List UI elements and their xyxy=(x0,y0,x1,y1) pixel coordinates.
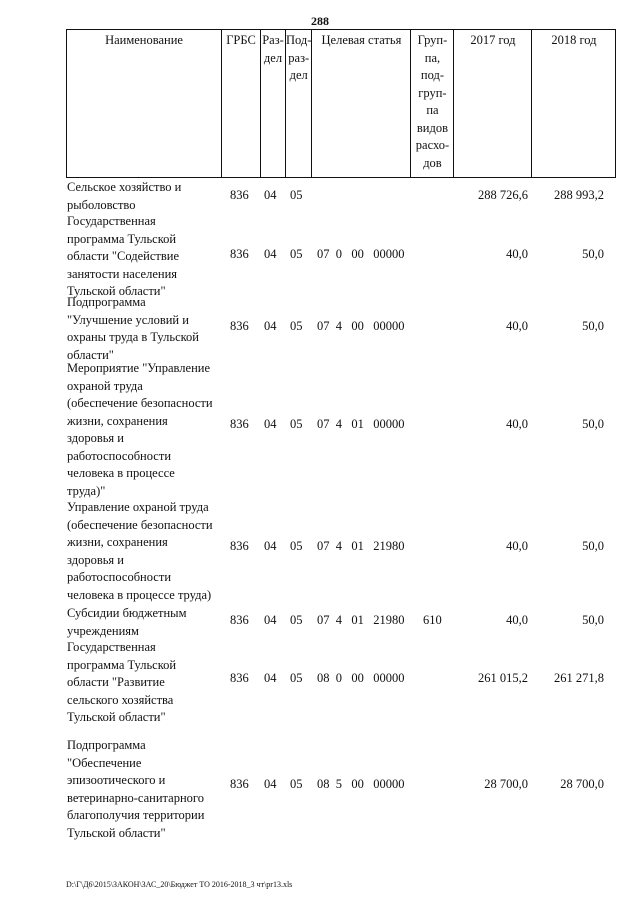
header-2017: 2017 год xyxy=(454,30,532,178)
header-celevaya: Целевая статья xyxy=(312,30,411,178)
row-podrazdel: 05 xyxy=(290,539,303,553)
page-number: 288 xyxy=(311,14,329,28)
row-celevaya: 08 0 00 00000 xyxy=(317,671,405,685)
header-gruppa: Груп- па, под- груп- па видов расхо- дов xyxy=(411,30,454,178)
row-2018: 28 700,0 xyxy=(560,777,604,791)
row-podrazdel: 05 xyxy=(290,613,303,627)
row-2017: 40,0 xyxy=(506,319,528,333)
row-2018: 288 993,2 xyxy=(554,188,604,202)
row-2018: 50,0 xyxy=(582,319,604,333)
row-grbs: 836 xyxy=(230,539,249,553)
row-podrazdel: 05 xyxy=(290,188,303,202)
row-grbs: 836 xyxy=(230,417,249,431)
row-razdel: 04 xyxy=(264,613,277,627)
row-name: Субсидии бюджетным учреждениям xyxy=(67,606,187,638)
row-2018: 50,0 xyxy=(582,417,604,431)
row-2017: 40,0 xyxy=(506,613,528,627)
row-razdel: 04 xyxy=(264,319,277,333)
row-grbs: 836 xyxy=(230,319,249,333)
row-name: Подпрограмма "Улучшение условий и охраны труда в Тульской области" xyxy=(67,295,200,362)
row-razdel: 04 xyxy=(264,777,277,791)
row-celevaya: 07 4 01 00000 xyxy=(317,417,405,431)
row-name: Сельское хозяйство и рыболовство xyxy=(67,180,182,212)
row-grbs: 836 xyxy=(230,188,249,202)
footer-file-path: D:\Г\Д6\2015\ЗАКОН\ЗАС_20\Бюджет ТО 2016-2018_3 чт\pr13.xls xyxy=(66,880,293,889)
row-name: Государственная программа Тульской области "Содействие занятости населения Тульской области" xyxy=(67,214,179,298)
row-celevaya: 08 5 00 00000 xyxy=(317,777,405,791)
row-celevaya: 07 4 01 21980 xyxy=(317,613,405,627)
budget-table-header xyxy=(66,29,616,178)
row-2017: 261 015,2 xyxy=(478,671,528,685)
row-2018: 50,0 xyxy=(582,539,604,553)
row-razdel: 04 xyxy=(264,671,277,685)
row-celevaya: 07 4 01 21980 xyxy=(317,539,405,553)
row-name: Подпрограмма "Обеспечение эпизоотического и ветеринарно-санитарного благополучия территории Тульской области" xyxy=(67,738,205,840)
row-celevaya: 07 0 00 00000 xyxy=(317,247,405,261)
row-name: Управление охраной труда (обеспечение безопасности жизни, сохранения здоровья и работоспособности человека в процессе труда) xyxy=(67,500,213,602)
row-2017: 40,0 xyxy=(506,247,528,261)
row-razdel: 04 xyxy=(264,539,277,553)
row-grbs: 836 xyxy=(230,247,249,261)
row-name: Государственная программа Тульской области "Развитие сельского хозяйства Тульской области" xyxy=(67,640,177,724)
row-2017: 40,0 xyxy=(506,417,528,431)
row-2017: 40,0 xyxy=(506,539,528,553)
row-podrazdel: 05 xyxy=(290,319,303,333)
header-podrazdel: Под- раз- дел xyxy=(286,30,312,178)
row-2017: 28 700,0 xyxy=(484,777,528,791)
row-grbs: 836 xyxy=(230,777,249,791)
row-2018: 50,0 xyxy=(582,247,604,261)
row-razdel: 04 xyxy=(264,417,277,431)
row-2018: 50,0 xyxy=(582,613,604,627)
row-celevaya: 07 4 00 00000 xyxy=(317,319,405,333)
row-grbs: 836 xyxy=(230,671,249,685)
row-razdel: 04 xyxy=(264,188,277,202)
row-podrazdel: 05 xyxy=(290,671,303,685)
header-grbs: ГРБС xyxy=(222,30,261,178)
row-2017: 288 726,6 xyxy=(478,188,528,202)
row-grbs: 836 xyxy=(230,613,249,627)
row-2018: 261 271,8 xyxy=(554,671,604,685)
header-2018: 2018 год xyxy=(532,30,616,178)
row-podrazdel: 05 xyxy=(290,417,303,431)
row-podrazdel: 05 xyxy=(290,247,303,261)
row-name: Мероприятие "Управление охраной труда (обеспечение безопасности жизни, сохранения здоровья и работоспособности человека в процессе труда)" xyxy=(67,361,213,498)
row-gruppa: 610 xyxy=(423,613,442,627)
header-razdel: Раз- дел xyxy=(261,30,286,178)
header-name: Наименование xyxy=(67,30,222,178)
row-razdel: 04 xyxy=(264,247,277,261)
row-podrazdel: 05 xyxy=(290,777,303,791)
